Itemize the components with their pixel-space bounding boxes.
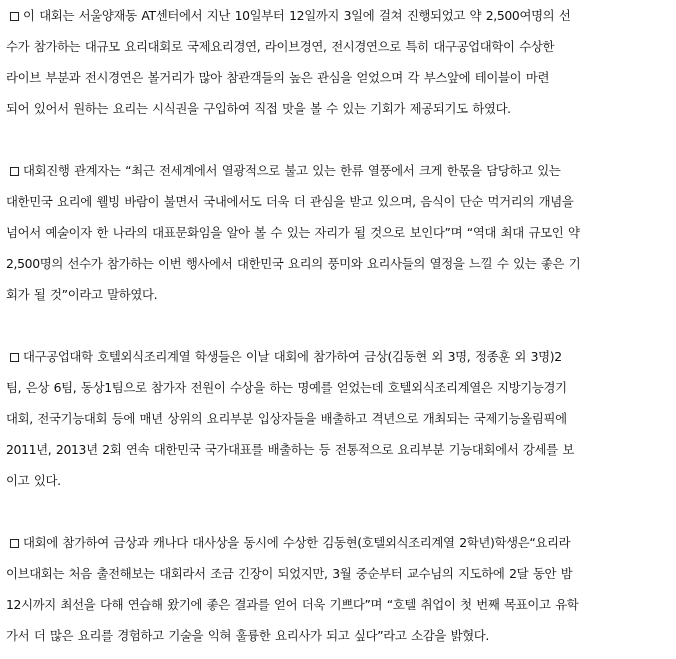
paragraph-line: 팀, 은상 6팀, 동상1팀으로 참가자 전원이 수상을 하는 명예를 얻었는데 호텔외식조리계열은 지방기능경기 [6,380,567,395]
paragraph-line: 수가 참가하는 대규모 요리대회로 국제요리경연, 라이브경연, 전시경연으로 특히 대구공업대학이 수상한 [6,39,555,54]
paragraph-line: 가서 더 많은 요리를 경험하고 기술을 익혀 훌륭한 요리사가 되고 싶다”라고 소감을 밝혔다. [6,628,490,643]
line-text: 대회에 참가하여 금상과 캐나다 대사상을 동시에 수상한 김동현(호텔외식조리계열 2학년)학생은“요리라 [23,535,571,550]
line-text: 대구공업대학 호텔외식조리계열 학생들은 이날 대회에 참가하여 금상(김동현 외 3명, 정종훈 외 3명)2 [23,349,562,364]
checkbox-bullet-icon [10,539,19,548]
paragraph-line: 라이브 부분과 전시경연은 볼거리가 많아 참관객들의 높은 관심을 얻었으며 각 부스앞에 테이블이 마련 [6,70,550,85]
paragraph-line [6,155,668,186]
line-text: 이 대회는 서울양재동 AT센터에서 지난 10일부터 12일까지 3일에 걸쳐 진행되었고 약 2,500여명의 선 [23,8,571,23]
paragraph-organizer-comment [6,155,668,310]
paragraph-winner-quote [6,527,668,651]
paragraph-line: 이고 있다. [6,473,61,488]
document-body [6,0,668,651]
checkbox-bullet-icon [10,12,19,21]
paragraph-line: 대회, 전국기능대회 등에 매년 상위의 요리부분 입상자들을 배출하고 격년으로 개최되는 국제기능올림픽에 [6,411,567,426]
paragraph-line: 이브대회는 처음 출전해보는 대회라서 조금 긴장이 되었지만, 3월 중순부터 교수님의 지도하에 2달 동안 밤 [6,566,573,581]
paragraph-line [6,341,668,372]
paragraph-line [6,0,668,31]
paragraph-line: 되어 있어서 원하는 요리는 시식권을 구입하여 직접 맛을 볼 수 있는 기회가 제공되기도 하였다. [6,101,511,116]
checkbox-bullet-icon [10,353,19,362]
paragraph-event-overview [6,0,668,124]
paragraph-line: 2011년, 2013년 2회 연속 대한민국 국가대표를 배출하는 등 전통적으로 요리부분 기능대회에서 강세를 보 [6,442,574,457]
line-text: 대회진행 관계자는 “최근 전세계에서 열광적으로 불고 있는 한류 열풍에서 크게 한몫을 담당하고 있는 [23,163,561,178]
paragraph-line: 12시까지 최선을 다해 연습해 왔기에 좋은 결과를 얻어 더욱 기쁘다”며 “호텔 취업이 첫 번째 목표이고 유학 [6,597,579,612]
paragraph-line [6,527,668,558]
paragraph-line: 2,500명의 선수가 참가하는 이번 행사에서 대한민국 요리의 풍미와 요리사들의 열정을 느낄 수 있는 좋은 기 [6,256,581,271]
paragraph-line: 넘어서 예술이자 한 나라의 대표문화임을 알아 볼 수 있는 자리가 될 것으로 보인다”며 “역대 최대 규모인 약 [6,225,580,240]
paragraph-student-results [6,341,668,496]
paragraph-line: 회가 될 것”이라고 말하였다. [6,287,158,302]
paragraph-line: 대한민국 요리에 웰빙 바람이 불면서 국내에서도 더욱 더 관심을 받고 있으며, 음식이 단순 먹거리의 개념을 [6,194,574,209]
checkbox-bullet-icon [10,167,19,176]
